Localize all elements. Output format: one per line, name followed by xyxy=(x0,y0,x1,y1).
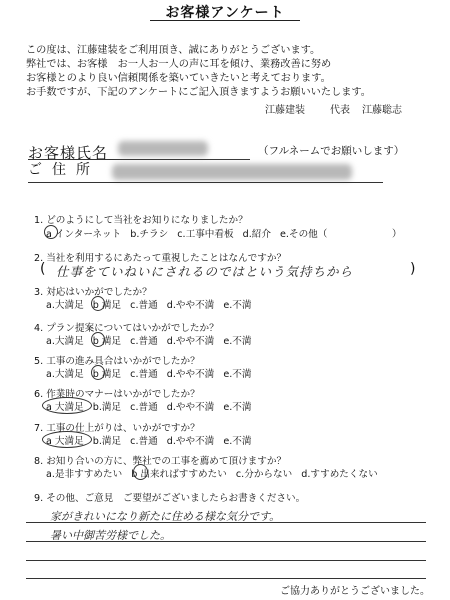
option-a: a 大満足 xyxy=(46,436,84,447)
question-9 xyxy=(34,490,305,504)
option-a: a インターネット xyxy=(46,229,122,240)
comment-line-4 xyxy=(26,578,426,579)
answer-circle-q4 xyxy=(91,332,105,347)
intro-line-3: お客様とのより良い信頼関係を築いていきたいと考えております。 xyxy=(26,73,331,84)
signature-name: 江藤聡志 xyxy=(362,105,402,116)
option-c: c.普通 xyxy=(130,402,158,413)
intro-line-2: 弊社では、お客様 お一人お一人の声に耳を傾け、業務改善に努め xyxy=(26,59,332,70)
redacted-address xyxy=(112,164,352,180)
option-c: c.分からない xyxy=(235,469,293,480)
title-underline xyxy=(150,20,300,21)
option-d: d.紹介 xyxy=(242,229,271,240)
option-b: b 満足 xyxy=(92,369,122,380)
question-number: 3. xyxy=(34,287,44,298)
option-a: a.大満足 xyxy=(46,300,84,311)
option-a: a.大満足 xyxy=(46,336,84,347)
comment-line-3 xyxy=(26,560,426,561)
option-d: d.すすめたくない xyxy=(301,469,378,480)
option-a: a.大満足 xyxy=(46,369,84,380)
option-d: d.やや不満 xyxy=(166,369,215,380)
address-underline xyxy=(28,182,383,183)
option-b: b.満足 xyxy=(92,402,122,413)
option-c: c.工事中看板 xyxy=(177,229,234,240)
option-b: b.満足 xyxy=(92,436,122,447)
option-e: e.不満 xyxy=(223,436,252,447)
question-text: お知り合いの方に、弊社での工事を薦めて頂けますか？ xyxy=(46,456,287,467)
intro-line-1: この度は、江藤建装をご利用頂き、誠にありがとうございます。 xyxy=(26,45,321,56)
option-e-close: ） xyxy=(392,229,402,240)
form-title: お客様アンケート xyxy=(165,5,285,21)
option-a: a.是非すすめたい xyxy=(46,469,123,480)
option-c: c.普通 xyxy=(130,300,158,311)
question-1 xyxy=(34,212,248,226)
answer-circle-q5 xyxy=(91,365,105,380)
question-1-options xyxy=(46,226,333,240)
intro-line-4: お手数ですが、下記のアンケートにご記入頂きますようお願いいたします。 xyxy=(26,87,371,98)
question-8 xyxy=(34,453,286,467)
customer-name-note: （フルネームでお願いします） xyxy=(258,145,405,157)
answer-open-paren: ( xyxy=(40,261,46,277)
signature-company: 江藤建装 xyxy=(265,105,305,116)
handwritten-answer-q2: 仕事をていねいにされるのではという気持ちから xyxy=(56,264,354,279)
question-3-options xyxy=(46,297,257,311)
option-e: e.その他（ xyxy=(280,229,328,240)
question-number: 9. xyxy=(34,493,44,504)
option-e: e.不満 xyxy=(223,300,252,311)
redacted-name xyxy=(118,141,208,156)
question-number: 6. xyxy=(34,389,44,400)
option-e: e.不満 xyxy=(223,402,252,413)
option-b: b 満足 xyxy=(92,336,122,347)
signature-title: 代表 xyxy=(330,105,350,116)
question-text: 工事の仕上がりは、いかがですか？ xyxy=(46,423,200,434)
customer-name-label: お客様氏名 xyxy=(28,144,109,162)
answer-circle-q3 xyxy=(91,296,105,311)
question-text: 対応はいかがでしたか？ xyxy=(46,287,152,298)
option-e: e.不満 xyxy=(223,336,252,347)
answer-close-paren: ) xyxy=(410,261,416,277)
option-c: c.普通 xyxy=(130,436,158,447)
option-c: c.普通 xyxy=(130,369,158,380)
question-4 xyxy=(34,320,219,334)
option-b: b.チラシ xyxy=(130,229,169,240)
question-5 xyxy=(34,353,200,367)
option-b: b 出来ればすすめたい xyxy=(131,469,227,480)
question-text: どのようにして当社をお知りになりましたか？ xyxy=(46,215,248,226)
option-d: d.やや不満 xyxy=(166,300,215,311)
question-number: 4. xyxy=(34,323,44,334)
question-text: プラン提案についてはいかがでしたか？ xyxy=(46,323,219,334)
question-number: 1. xyxy=(34,215,44,226)
handwritten-comment-2: 暑い中御苦労様でした。 xyxy=(50,529,171,542)
question-number: 2. xyxy=(34,253,44,264)
option-a: a 大満足 xyxy=(46,402,84,413)
option-d: d.やや不満 xyxy=(166,436,215,447)
option-e: e.不満 xyxy=(223,369,252,380)
answer-circle-q8 xyxy=(133,464,148,480)
answer-circle-q1 xyxy=(44,225,58,239)
question-4-options xyxy=(46,333,257,347)
option-d: d.やや不満 xyxy=(166,402,215,413)
option-b: b 満足 xyxy=(92,300,122,311)
question-number: 7. xyxy=(34,423,44,434)
question-text: 当社を利用するにあたって重視したことはなんですか？ xyxy=(46,253,287,264)
question-number: 5. xyxy=(34,356,44,367)
question-number: 8. xyxy=(34,456,44,467)
question-8-options xyxy=(46,466,384,480)
question-3 xyxy=(34,284,152,298)
question-5-options xyxy=(46,366,257,380)
customer-address-label: ご住所 xyxy=(28,162,100,178)
thanks-note: ご協力ありがとうございました。 xyxy=(280,586,430,597)
option-d: d.やや不満 xyxy=(166,336,215,347)
answer-circle-q7 xyxy=(42,431,92,448)
handwritten-comment-1: 家がきれいになり新たに住める様な気分です。 xyxy=(50,510,281,523)
question-text: 作業時のマナーはいかがでしたか？ xyxy=(46,389,200,400)
question-text: 工事の進み具合はいかがでしたか？ xyxy=(46,356,200,367)
option-c: c.普通 xyxy=(130,336,158,347)
question-text: その他、ご意見 ご要望がございましたらお書きください。 xyxy=(46,493,306,504)
answer-circle-q6 xyxy=(42,397,92,414)
